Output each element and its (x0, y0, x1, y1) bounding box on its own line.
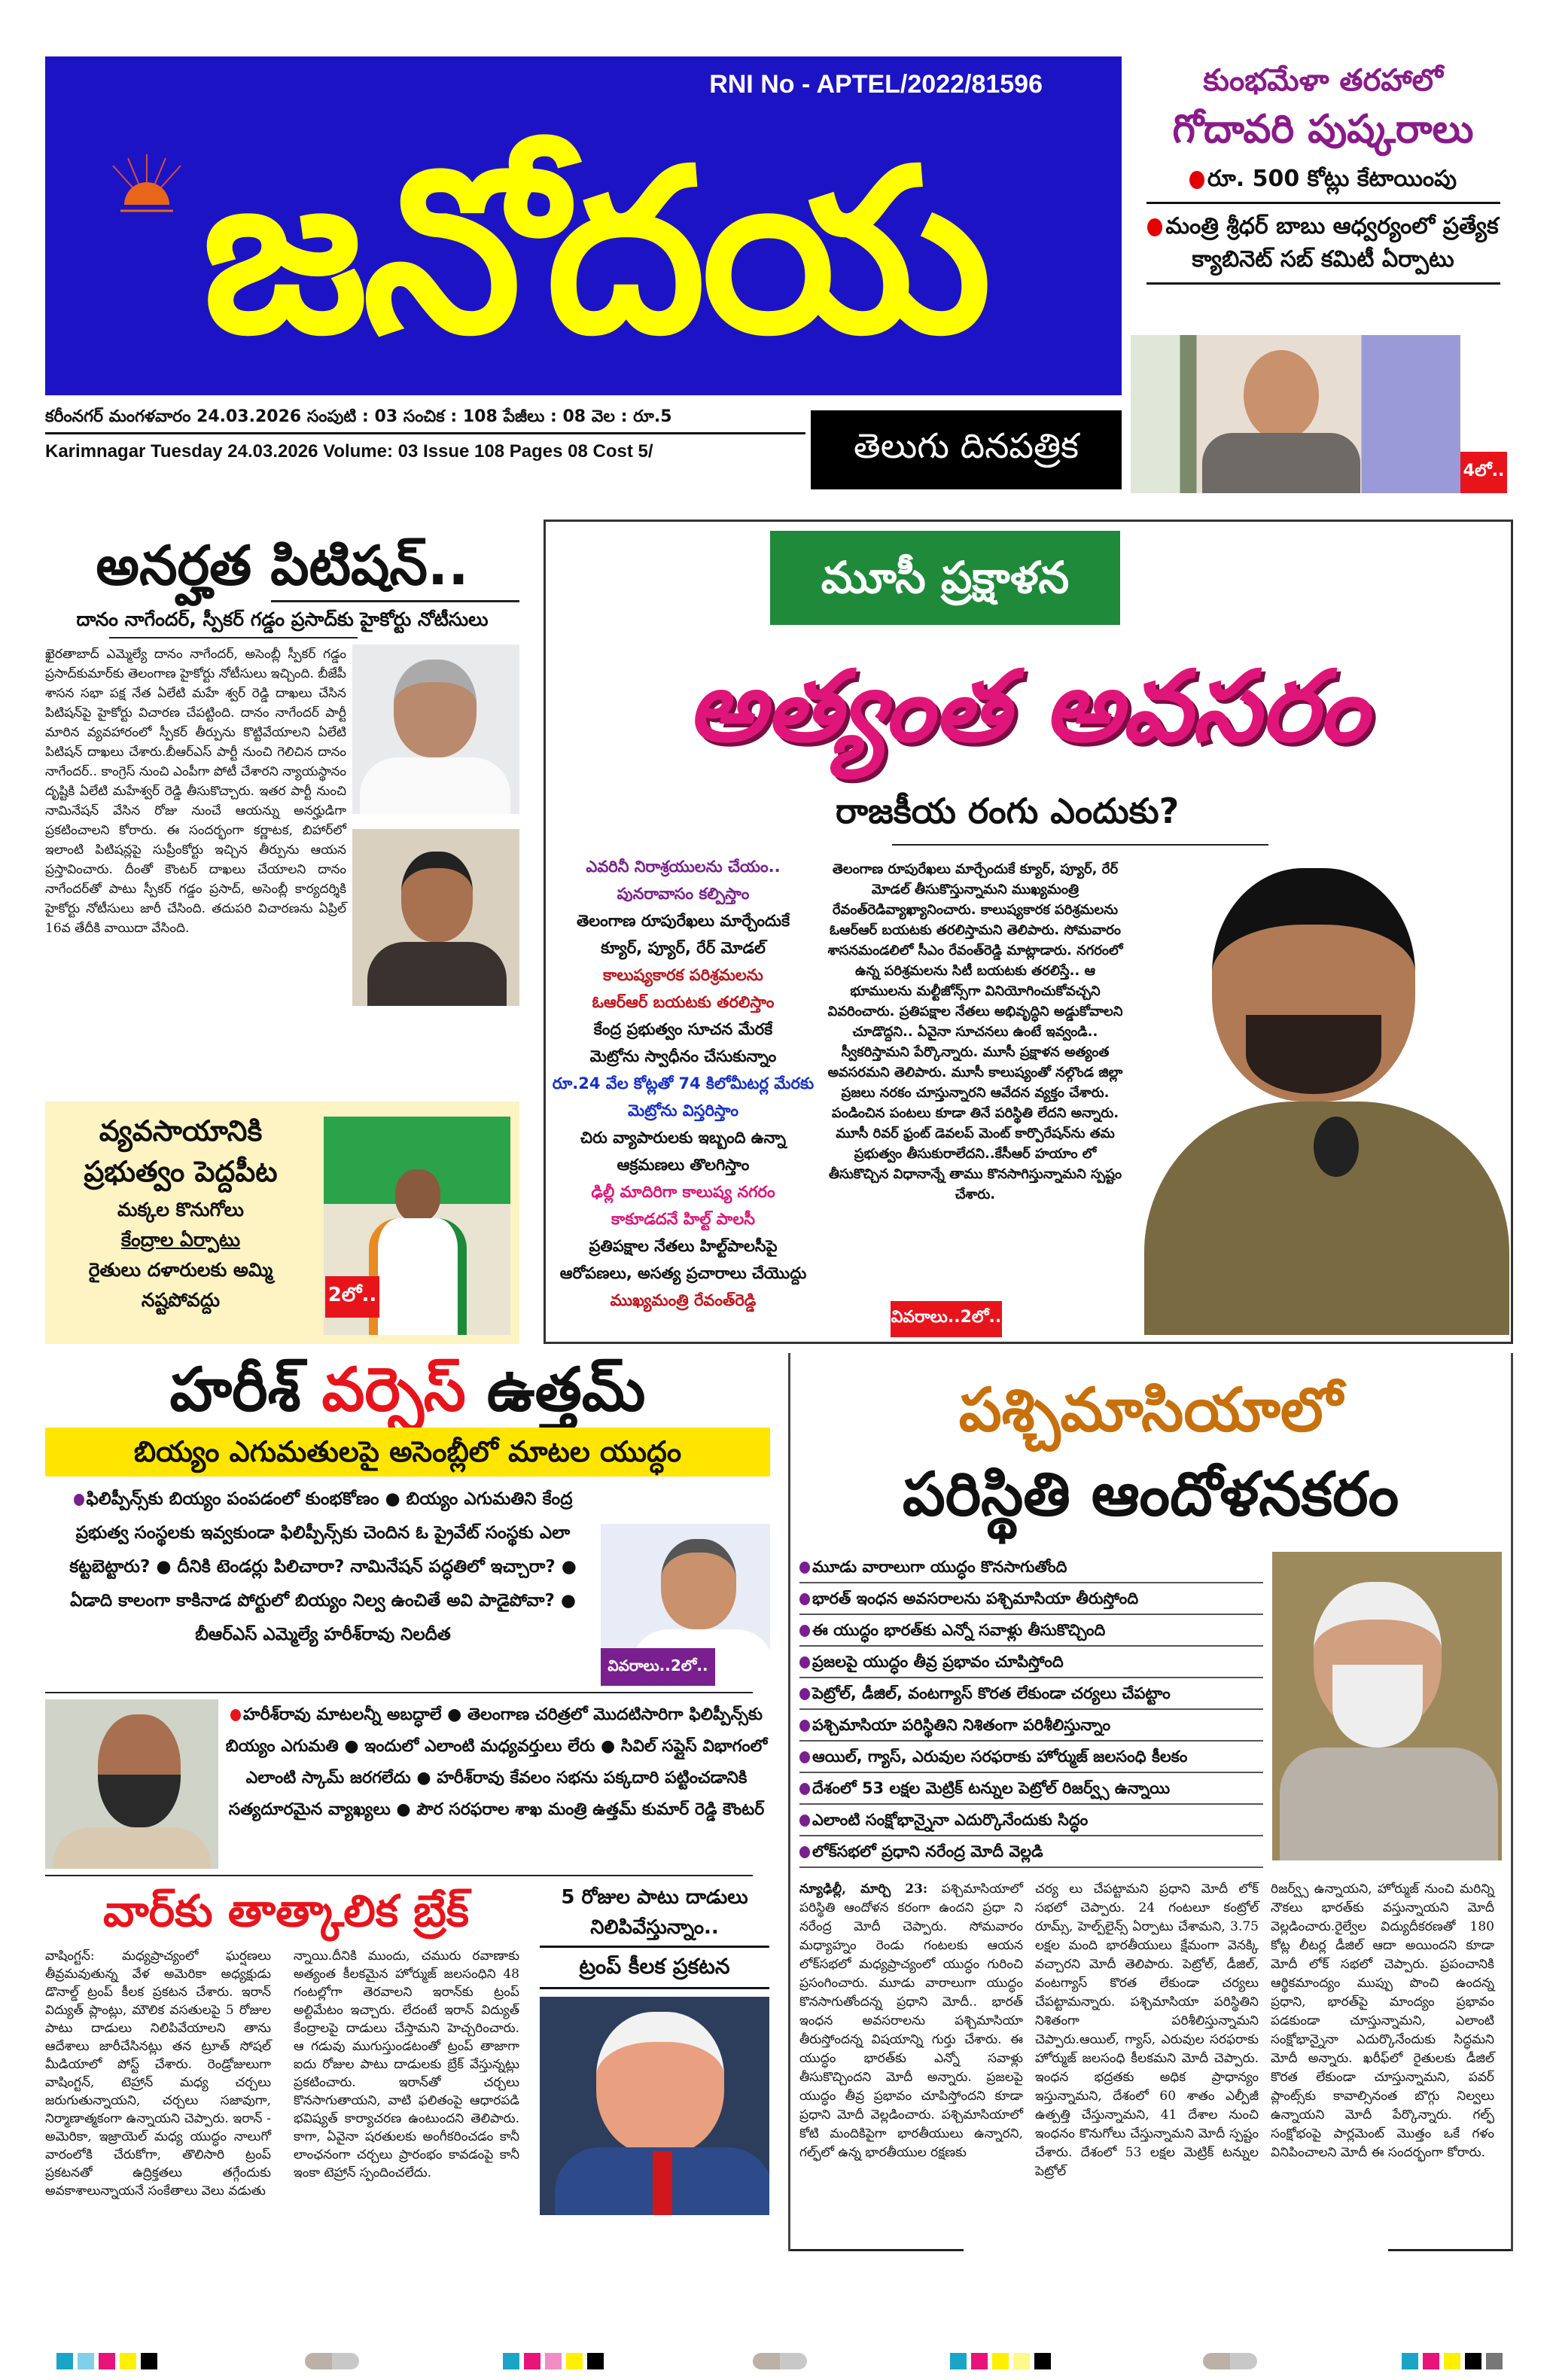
trump-kicker: 5 రోజుల పాటు దాడులు నిలిపివేస్తున్నాం.. (540, 1882, 769, 1948)
west-asia-bullet: పశ్చిమాసియా పరిస్థితిని నిశితంగా పరిశీలిస్తున్నాం (799, 1710, 1263, 1742)
lead-highlight-line: కాలుష్యకారక పరిశ్రమలను (603, 966, 763, 984)
color-registration-mark (950, 2353, 1051, 2369)
page-ref-tag[interactable]: వివరాలు..2లో.. (601, 1648, 715, 1686)
headline-agriculture: వ్యవసాయానికి ప్రభుత్వం పెద్దపీట (84, 1114, 278, 1188)
lead-highlight-line: మెట్రోను విస్తరిస్తాం (627, 1102, 738, 1120)
trump-columns (45, 1947, 527, 2200)
headline-petition: అనర్హత పిటిషన్.. (96, 534, 469, 597)
trump-story (45, 1882, 770, 2215)
newspaper-title: జనోదయ (202, 120, 988, 383)
lead-label: మూసీ ప్రక్షాళన (770, 531, 1120, 625)
lead-body-column (823, 859, 1128, 1337)
photo-uttam-kumar-reddy (45, 1699, 218, 1869)
photo-donald-trump (540, 1997, 769, 2215)
west-asia-bullet: భారత్ ఇంధన అవసరాలను పశ్చిమాసియా తీరుస్తోంది (799, 1583, 1263, 1615)
teaser-bullet: రూ. 500 కోట్లు కేటాయింపు (1146, 160, 1500, 204)
lead-highlight-line: మెట్రోను స్వాధీనం చేసుకున్నాం (589, 1047, 777, 1065)
petition-content (45, 645, 519, 1006)
headline-west-asia-2: పరిస్థితి ఆందోళనకరం (902, 1459, 1399, 1529)
teaser-kicker: కుంభమేళా తరహాలో (1203, 63, 1443, 98)
bullet-icon (799, 1625, 810, 1637)
west-asia-bullet: దేశంలో 53 లక్షల మెట్రిక్ టన్నుల పెట్రోల్ రిజర్వ్స్ ఉన్నాయి (799, 1773, 1263, 1805)
uttam-points: హరీశ్‌రావు మాటలన్నీ అబద్ధాలే ● తెలంగాణ చరిత్రలో మొదటిసారిగా ఫిలిప్పీన్స్‌కు బియ్యం ఎగుమతి ● ఇందులో ఎలాంటి మధ్యవర్తులు లేరు ● సివిల్ సప్లైస్ విభాగంలో ఎలాంటి స్కామ్ జరగలేదు ● హరీశ్‌రావు కేవలం సభను పక్కదారి పట్టించడానికి సత్యదూరమైన వ్యాఖ్యలు ● పౌర సరఫరాల శాఖ మంత్రి ఉత్తమ్ కుమార్ రెడ్డి కౌంటర్ (225, 1705, 768, 1819)
color-registration-mark (1402, 2353, 1503, 2369)
lead-highlight-line: ఢిల్లీ మాదిరిగా కాలుష్య నగరం (591, 1183, 775, 1201)
trump-side (540, 1882, 769, 2215)
registration-pill (753, 2353, 807, 2369)
lead-highlight-line: ప్రతిపక్షాల నేతలు హిల్ట్‌పాలసీపై (589, 1237, 778, 1255)
bullet-icon (230, 1709, 241, 1721)
west-asia-bullet: ప్రజలపై యుద్ధం తీవ్ర ప్రభావం చూపిస్తోంది (799, 1647, 1263, 1678)
west-asia-points (799, 1552, 1272, 1868)
harish-bar: బియ్యం ఎగుమతులపై అసెంబ్లీలో మాటల యుద్ధం (45, 1428, 770, 1476)
dateline-english: Karimnagar Tuesday 24.03.2026 Volume: 03 Issue 108 Pages 08 Cost 5/ (45, 441, 653, 462)
agriculture-text (45, 1111, 316, 1315)
photo-danam-nagender (352, 645, 519, 814)
article-body-west-asia-col3: రిజర్వ్స్ ఉన్నాయని, హోర్ముజ్ నుంచి మరిన్ని నౌకలు భారత్‌కు వస్తున్నాయని మోదీ వెల్లడించారు.రైల్వేల విద్యుదీకరణతో 180 కోట్ల లీటర్ల డీజిల్ ఆదా అయిందని కూడా మోదీ లోక్ సభలో చెప్పారు. ప్రపంచానికి ఆర్థికమాంద్యం ముప్పు పొంచి ఉందన్న ప్రధాని, భారత్‌పై మాంద్యం ప్రభావం పడకుండా చూస్తున్నామని, ఎలాంటి సంక్షోభాన్నైనా ఎదుర్కొనేందుకు సిద్ధమని మోదీ అన్నారు. ఖరీఫ్‌లో రైతులకు డీజిల్ కొరత లేకుండా చూస్తున్నామని, పవర్ ప్లాంట్స్‌కు కావాల్సినంత బొగ్గు నిల్వలు ఉన్నాయని మోదీ పేర్కొన్నారు. గల్ఫ్ సంక్షోభంపై పార్లమెంట్ మొత్తం ఒకే గళం వినిపించాలని మోదీ ఈ సందర్భంగా కోరారు. (1271, 1882, 1494, 2160)
bullet-icon (1147, 218, 1162, 236)
article-body-west-asia-col2: చర్య లు చేపట్టామని ప్రధాని మోదీ లోక్ సభలో చెప్పారు. 24 గంటలూ కంట్రోల్ రూమ్స్, హెల్ప్‌లైన్స్ ఏర్పాటు చేశామని, 3.75 లక్షల మంది భారతీయులు క్షేమంగా వెనక్కి వచ్చారని మోదీ తెలిపారు. పెట్రోల్, డీజిల్, వంటగ్యాస్ కొరత లేకుండా చర్యలు చేపట్టామన్నారు. పశ్చిమాసియా పరిస్థితిని నిశితంగా పరిశీలిస్తున్నామని చెప్పారు.ఆయిల్, గ్యాస్, ఎరువుల సరఫరాకు హోర్ముజ్ జలసంధి కీలకమని మోదీ చెప్పారు. ఇంధన భద్రతకు అధిక ప్రాధాన్యం ఇస్తున్నామని, దేశంలో 60 శాతం ఎల్పీజీ ఉత్పత్తి చేస్తున్నామని, 41 దేశాల నుంచి ఇంధనం కొనుగోలు చేస్తున్నామని మోదీ స్పష్టం చేశారు. దేశంలో 53 లక్షల మెట్రిక్ టన్నుల పెట్రోల్ (1035, 1882, 1259, 2179)
agriculture-box (45, 1102, 519, 1344)
bullet-icon (74, 1494, 84, 1506)
article-body-west-asia-col1: న్యూఢిల్లీ, మార్చి 23: పశ్చిమాసియాలో పరిస్థితి ఆందోళన కరంగా ఉందని ప్రధా ని నరేంద్ర మోదీ చెప్పారు. సోమవారం మధ్యాహ్నం రెండు గంటలకు ఆయన లోక్‌సభలో మధ్యప్రాచ్యంలో యుద్ధం గురించి ప్రసంగించారు. మూడు వారాలుగా యుద్ధం కొనసాగుతోందన్న ప్రధాని మోదీ.. భారత్ ఇంధన అవసరాలను పశ్చిమాసియా తీరుస్తోందన్న విషయాన్ని గుర్తు చేశారు. ఈ యుద్ధం భారత్‌కు ఎన్నో సవాళ్లు తీసుకొచ్చిందని మోదీ అన్నారు. ప్రజలపై యుద్ధం తీవ్ర ప్రభావం చూపిస్తోందని కూడా ప్రధాని మోదీ వెల్లడించారు. పశ్చిమాసియాలో కోటి మందికిపైగా భారతీయులు ఉన్నారని, గల్ఫ్‌లో ఉన్న భారతీయుల రక్షణకు (799, 1882, 1023, 2160)
masthead (45, 56, 1122, 395)
article-body-petition: ఖైరతాబాద్ ఎమ్మెల్యే దానం నాగేందర్, అసెంబ్లీ స్పీకర్ గడ్డం ప్రసాద్‌కుమార్‌కు తెలంగాణ హైకోర్టు నోటీసులు ఇచ్చింది. బీజేపీ శాసన సభా పక్ష నేత ఏలేటి మహే శ్వర్ రెడ్డి దాఖలు చేసిన పిటిషన్‌పై హైకోర్టు విచారణ చేపట్టింది. దానం నాగేందర్ పార్టీ మారిన వ్యవహారంలో స్పీకర్ తీర్పును కొట్టివేయాలని ఏలేటి పిటిషన్ దాఖలు చేశారు.బీఆర్ఎస్ పార్టీ నుంచి గెలిచిన దానం నాగేందర్.. కాంగ్రెస్ నుంచి ఎంపీగా పోటీ చేశారని న్యాయస్థానం దృష్టికి ఏలేటి మహేశ్వర్ రెడ్డి తీసుకొచ్చారు. ఇతర పార్టీ నుంచి నామినేషన్ వేసిన రోజు నుంచే ఆయన్ను అనర్హుడిగా ప్రకటించాలని కోరారు. ఈ సందర్భంగా కర్ణాటక, బిహార్‌లో ఇలాంటి పిటిషన్లపై సుప్రీంకోర్టు ఇచ్చిన తీర్పును ఆయన ప్రస్తావించారు. దీంతో కౌంటర్ దాఖలు చేయాలని దానం నాగేందర్‌తో పాటు స్పీకర్ గడ్డం ప్రసాద్, అసెంబ్లీ కార్యదర్శికి హైకోర్టు నోటీసులు జారీ చేసింది. తదుపరి విచారణను ఏప్రిల్ 16వ తేదీకి వాయిదా వేసింది. (45, 647, 346, 936)
photo-minister (1131, 335, 1460, 493)
west-asia-bullet: పెట్రోల్, డీజిల్, వంటగ్యాస్ కొరత లేకుండా చర్యలు చేపట్టాం (799, 1678, 1263, 1710)
page-ref-tag[interactable]: వివరాలు..2లో.. (891, 1301, 1002, 1337)
photo-harish-rao (601, 1524, 770, 1686)
lead-highlight-line: చిరు వ్యాపారులకు ఇబ్బంది ఉన్నా (580, 1129, 786, 1147)
lead-highlight-line: ముఖ్యమంత్రి రేవంత్‌రెడ్డి (610, 1291, 757, 1309)
headline-west-asia-1: పశ్చిమాసియాలో (958, 1375, 1343, 1445)
bullet-icon (799, 1783, 810, 1795)
tagline-box: తెలుగు దినపత్రిక (811, 410, 1122, 489)
petition-story (45, 531, 519, 1006)
lead-highlight-line: కాకూడదనే హిల్ట్ పాలసీ (611, 1210, 755, 1228)
dateline-telugu: కరీంనగర్ మంగళవారం 24.03.2026 సంపుటి : 03 సంచిక : 108 పేజీలు : 08 వెల : రూ.5 (45, 407, 805, 434)
page-ref-tag[interactable]: 2లో.. (325, 1276, 379, 1318)
bullet-icon (799, 1688, 810, 1700)
harish-points: ఫిలిప్పీన్స్‌కు బియ్యం పంపడంలో కుంభకోణం ● బియ్యం ఎగుమతిని కేంద్ర ప్రభుత్వ సంస్థలకు ఇవ్వకుండా ఫిలిప్పీన్స్‌కు చెందిన ఓ ప్రైవేట్ సంస్థకు ఎలా కట్టబెట్టారు? ● దీనికి టెండర్లు పిలిచారా? నామినేషన్ పద్ధతిలో ఇచ్చారా? ● ఏడాది కాలంగా కాకినాడ పోర్టులో బియ్యం నిల్వ ఉంచితే అవి పాడైపోవా? ● బీఆర్ఎస్ ఎమ్మెల్యే హరీశ్‌రావు నిలదీత (69, 1489, 577, 1644)
lead-highlight-line: పునరావాసం కల్పిస్తాం (617, 885, 750, 903)
registration-pill (305, 2353, 359, 2369)
lead-highlight-line: ఆక్రమణలు తొలగిస్తాం (617, 1156, 750, 1174)
registration-pill (1203, 2353, 1257, 2369)
bullet-icon (799, 1815, 810, 1827)
article-body-lead: తెలంగాణ రూపురేఖలు మార్చేందుకే క్యూర్, ప్యూర్, రేర్ మోడల్ తీసుకొస్తున్నామని ముఖ్యమంత్రి రేవంత్‌రెడివ్యాఖ్యానించారు. కాలుష్యకారక పరిశ్రమలను ఓఆర్ఆర్ బయటకు తరలిస్తామని తెలిపారు. సోమవారం శాసనమండలిలో సీఎం రేవంత్‌రెడ్డి మాట్లాడారు. నగరంలో ఉన్న పరిశ్రమలను సిటీ బయటకు తరలిస్తే.. ఆ భూములను మల్టీజోన్స్‌గా వినియోగించుకోవచ్చని వివరించారు. ప్రతిపక్షాల నేతలు అభివృద్ధిని అడ్డుకోవాలని చూడొద్దని.. ఏవైనా సూచనలు ఉంటే ఇవ్వండి.. స్వీకరిస్తామని పేర్కొన్నారు. మూసీ ప్రక్షాళన అత్యంత అవసరమని తెలిపారు. మూసీ కాలుష్యంతో నల్గొండ జిల్లా ప్రజలు నరకం చూస్తున్నారని ఆవేదన వ్యక్తం చేశారు. పండించిన పంటలు కూడా తినే పరిస్థితి లేదని అన్నారు. మూసీ రివర్ ఫ్రంట్ డెవలప్ మెంట్ కార్పొరేషన్‌ను తమ ప్రభుత్వం తీసుకురాలేదని..కేసీఆర్ హయాం లో తీసుకొచ్చిన విధానాన్నే తాము కొనసాగిస్తున్నామని స్పష్టం చేశారు. (827, 861, 1123, 1202)
rni-number: RNI No - APTEL/2022/81596 (709, 70, 1043, 99)
subhead-petition: దానం నాగేందర్, స్పీకర్ గడ్డం ప్రసాద్‌కు హైకోర్టు నోటీసులు (76, 608, 489, 630)
lead-story-box (544, 520, 1513, 1344)
lead-highlight-line: క్యూర్, ప్యూర్, రేర్ మోడల్ (601, 939, 766, 957)
lead-highlight-line: ఓఆర్ఆర్ బయటకు తరలిస్తాం (592, 993, 775, 1011)
lead-highlight-line: కేంద్ర ప్రభుత్వం సూచన మేరకే (593, 1020, 773, 1038)
agriculture-subpoints: మక్కల కొనుగోలు కేంద్రాల ఏర్పాటు రైతులు దళారులకు అమ్మి నష్టపోవద్దు (88, 1199, 273, 1311)
west-asia-row (799, 1552, 1502, 1868)
uttam-row (45, 1699, 770, 1869)
teaser (1133, 59, 1513, 285)
color-registration-mark (503, 2353, 604, 2369)
harish-row (45, 1483, 770, 1686)
bullet-icon (799, 1562, 810, 1574)
bullet-icon (799, 1656, 810, 1668)
color-registration-mark (56, 2353, 157, 2369)
petition-photos (352, 645, 519, 1006)
lead-headline: అత్యంత అవసరం (687, 649, 1369, 763)
west-asia-box (788, 1353, 1513, 2251)
west-asia-columns (799, 1880, 1502, 2181)
trump-kicker-2: ట్రంప్ కీలక ప్రకటన (540, 1948, 769, 1989)
photo-revanth-reddy (1137, 853, 1509, 1335)
lead-subhead: రాజకీయ రంగు ఎందుకు? (836, 791, 1180, 831)
dateline (45, 407, 805, 463)
west-asia-bullet: ఈ యుద్ధం భారత్‌కు ఎన్నో సవాళ్లు తీసుకొచ్చింది (799, 1615, 1263, 1647)
photo-narendra-modi (1272, 1552, 1502, 1860)
lead-highlight-line: రూ.24 వేల కోట్లతో 74 కిలోమీటర్ల మేరకు (552, 1074, 815, 1092)
bullet-icon (799, 1751, 810, 1763)
lead-highlight-line: ఆరోపణలు, అసత్య ప్రచారాలు చేయొద్దు (559, 1264, 807, 1282)
article-body-trump-col1: వాషింగ్టన్: మధ్యప్రాచ్యంలో ఘర్షణలు తీవ్రమవుతున్న వేళ అమెరికా అధ్యక్షుడు డొనాల్డ్ ట్రంప్ కీలక ప్రకటన చేశారు. ఇరాన్ విద్యుత్ ప్లాంట్లు, మౌలిక వసతులపై 5 రోజుల పాటు దాడులు నిలిపివేయాలని తాను ఆదేశాలు జారీచేసినట్లు తన ట్రూత్ సోషల్ మీడియాలో పోస్ట్ చేశారు. రెండ్రోజులుగా వాషింగ్టన్, టెహ్రాన్ మధ్య చర్చలు జరుగుతున్నాయని, చర్చలు సజావుగా, నిర్మాణాత్మకంగా ఉన్నాయని చెప్పారు. ఇరాన్ - అమెరికా, ఇజ్రాయెల్ మధ్య యుద్ధం నాలుగో వారంలోకి చేరుకోగా, తొలిసారి ట్రంప్ ప్రకటనతో ఉద్రిక్తతలు తగ్గేందుకు అవకాశాలున్నాయనే సంకేతాలు వెలు వడుతు (45, 1949, 271, 2199)
trump-main (45, 1882, 527, 2215)
lead-highlight-line: తెలంగాణ రూపురేఖలు మార్చేందుకే (576, 912, 790, 930)
headline-war-break: వార్‌కు తాత్కాలిక బ్రేక్ (103, 1885, 469, 1937)
lead-highlights (550, 853, 817, 1314)
lower-left-column (45, 1355, 770, 2215)
west-asia-bullet: లోక్‌సభలో ప్రధాని నరేంద్ర మోదీ వెల్లడి (799, 1836, 1263, 1868)
west-asia-bullet: ఎలాంటి సంక్షోభాన్నైనా ఎదుర్కొనేందుకు సిద్ధం (799, 1805, 1263, 1836)
bullet-icon (799, 1593, 810, 1605)
lead-highlight-line: ఎవరినీ నిరాశ్రయులను చేయం.. (586, 858, 781, 876)
teaser-bullet: మంత్రి శ్రీధర్ బాబు ఆధ్వర్యంలో ప్రత్యేక క్యాబినెట్ సబ్ కమిటీ ఏర్పాటు (1146, 207, 1500, 285)
bullet-icon (799, 1846, 810, 1858)
page-ref-tag[interactable]: 4లో.. (1460, 452, 1507, 493)
teaser-headline: గోదావరి పుష్కరాలు (1172, 107, 1474, 152)
west-asia-bullet: ఆయిల్, గ్యాస్, ఎరువుల సరఫరాకు హోర్ముజ్ జలసంధి కీలకం (799, 1742, 1263, 1773)
article-body-trump-col2: న్నాయి.దీనికి ముందు, చమురు రవాణాకు అత్యంత కీలకమైన హోర్ముజ్ జలసంధిని 48 గంటల్లోగా తెరవాలని ఇరాన్‌కు ట్రంప్ అల్టిమేటం ఇచ్చారు. లేదంటే ఇరాన్ విద్యుత్ కేంద్రాలపై దాడులు చేస్తామని హెచ్చరించారు. ఆ గడువు ముగుస్తుండటంతో ట్రంప్ తాజాగా ఐదు రోజుల పాటు దాడులకు బ్రేక్ వేస్తున్నట్లు ప్రకటించారు. ఇరాన్‌తో చర్చలు కొనసాగుతాయని, వాటి ఫలితంపై ఆధారపడి భవిష్యత్ కార్యాచరణ ఉంటుందని తెలిపారు. కాగా, ఏవైనా షరతులకు అంగీకరించడం కానీ లాంఛనంగా చర్చలు ప్రారంభం కావడంపై కానీ ఇంకా టెహ్రాన్ స్పందించలేదు. (294, 1949, 519, 2180)
bullet-icon (799, 1720, 810, 1732)
west-asia-bullet: మూడు వారాలుగా యుద్ధం కొనసాగుతోంది (799, 1552, 1263, 1583)
photo-maheshwar-reddy (352, 829, 519, 1006)
headline-harish-vs-uttam: హరీశ్ వర్సెస్ ఉత్తమ్ (169, 1355, 646, 1425)
bullet-icon (1189, 171, 1204, 189)
